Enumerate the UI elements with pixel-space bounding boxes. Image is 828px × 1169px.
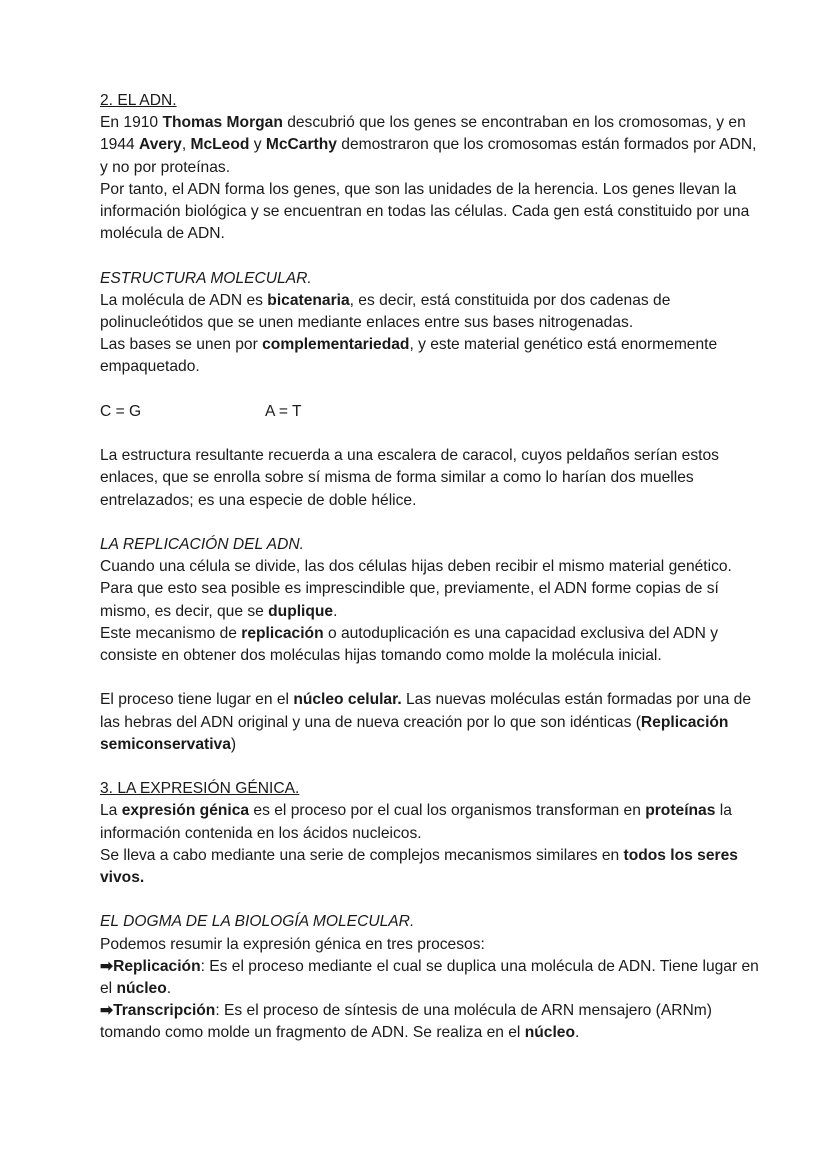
subheading-replicacion: LA REPLICACIÓN DEL ADN. bbox=[100, 536, 304, 553]
paragraph-morgan: En 1910 Thomas Morgan descubrió que los genes se encontraban en los cromosomas, y en 1944 Avery, McLeod y McCarthy demostraron que los cromosomas están formados por ADN, y no por proteínas. bbox=[100, 114, 757, 176]
name-mcleod: McLeod bbox=[190, 136, 250, 154]
section-heading-el-adn: 2. EL ADN. bbox=[100, 92, 177, 109]
list-item-replicacion: ➡Replicación: Es el proceso mediante el cual se duplica una molécula de ADN. Tiene lugar en el núcleo. bbox=[100, 957, 759, 998]
subheading-estructura: ESTRUCTURA MOLECULAR. bbox=[100, 269, 312, 287]
paragraph-genes: Por tanto, el ADN forma los genes, que son las unidades de la herencia. Los genes llevan la información biológica y se encuentran en todas las células. Cada gen está constituido por una molécula de ADN. bbox=[100, 180, 750, 243]
paragraph-duplique: Cuando una célula se divide, las dos células hijas deben recibir el mismo material genético. Para que esto sea posible es imprescindible que, previamente, el ADN forme copias de sí mismo, es decir, que se duplique. bbox=[100, 558, 732, 620]
pair-a-t: A = T bbox=[265, 402, 302, 420]
paragraph-doble-helice: La estructura resultante recuerda a una escalera de caracol, cuyos peldaños serían estos enlaces, que se enrolla sobre sí misma de forma similar a como lo harían dos muelles entrelazados; es una especie de doble hélice. bbox=[100, 447, 719, 509]
paragraph-mecanismo: Este mecanismo de replicación o autoduplicación es una capacidad exclusiva del ADN y consiste en obtener dos moléculas hijas tomando como molde la molécula inicial. bbox=[100, 624, 719, 665]
arrow-right-icon: ➡ bbox=[100, 957, 114, 975]
name-mccarthy: McCarthy bbox=[265, 136, 337, 154]
paragraph-nucleo-celular: El proceso tiene lugar en el núcleo celular. Las nuevas moléculas están formadas por una de las hebras del ADN original y una de nueva creación por lo que son idénticas (Replicación semiconservativa) bbox=[100, 691, 751, 753]
name-avery: Avery bbox=[139, 136, 182, 154]
subheading-dogma: EL DOGMA DE LA BIOLOGÍA MOLECULAR. bbox=[100, 913, 415, 931]
paragraph-dogma-intro: Podemos resumir la expresión génica en tres procesos: bbox=[100, 935, 485, 953]
paragraph-expresion: La expresión génica es el proceso por el cual los organismos transforman en proteínas la información contenida en los ácidos nucleicos. bbox=[100, 802, 732, 842]
section-heading-expresion-genica: 3. LA EXPRESIÓN GÉNICA. bbox=[100, 780, 300, 798]
arrow-right-icon: ➡ bbox=[100, 1002, 114, 1020]
list-item-transcripcion: ➡Transcripción: Es el proceso de síntesis de una molécula de ARN mensajero (ARNm) tomando como molde un fragmento de ADN. Se realiza en el núcleo. bbox=[100, 1002, 712, 1042]
pair-c-g: C = G bbox=[100, 402, 142, 420]
document-body bbox=[100, 90, 760, 1045]
base-pairs bbox=[100, 401, 760, 423]
paragraph-bicatenaria: La molécula de ADN es bicatenaria, es decir, está constituida por dos cadenas de polinucleótidos que se unen mediante enlaces entre sus bases nitrogenadas. bbox=[100, 291, 671, 332]
paragraph-seres-vivos: Se lleva a cabo mediante una serie de complejos mecanismos similares en todos los seres vivos. bbox=[100, 846, 738, 887]
name-thomas-morgan: Thomas Morgan bbox=[162, 114, 283, 132]
paragraph-complementariedad: Las bases se unen por complementariedad, y este material genético está enormemente empaquetado. bbox=[100, 336, 718, 376]
